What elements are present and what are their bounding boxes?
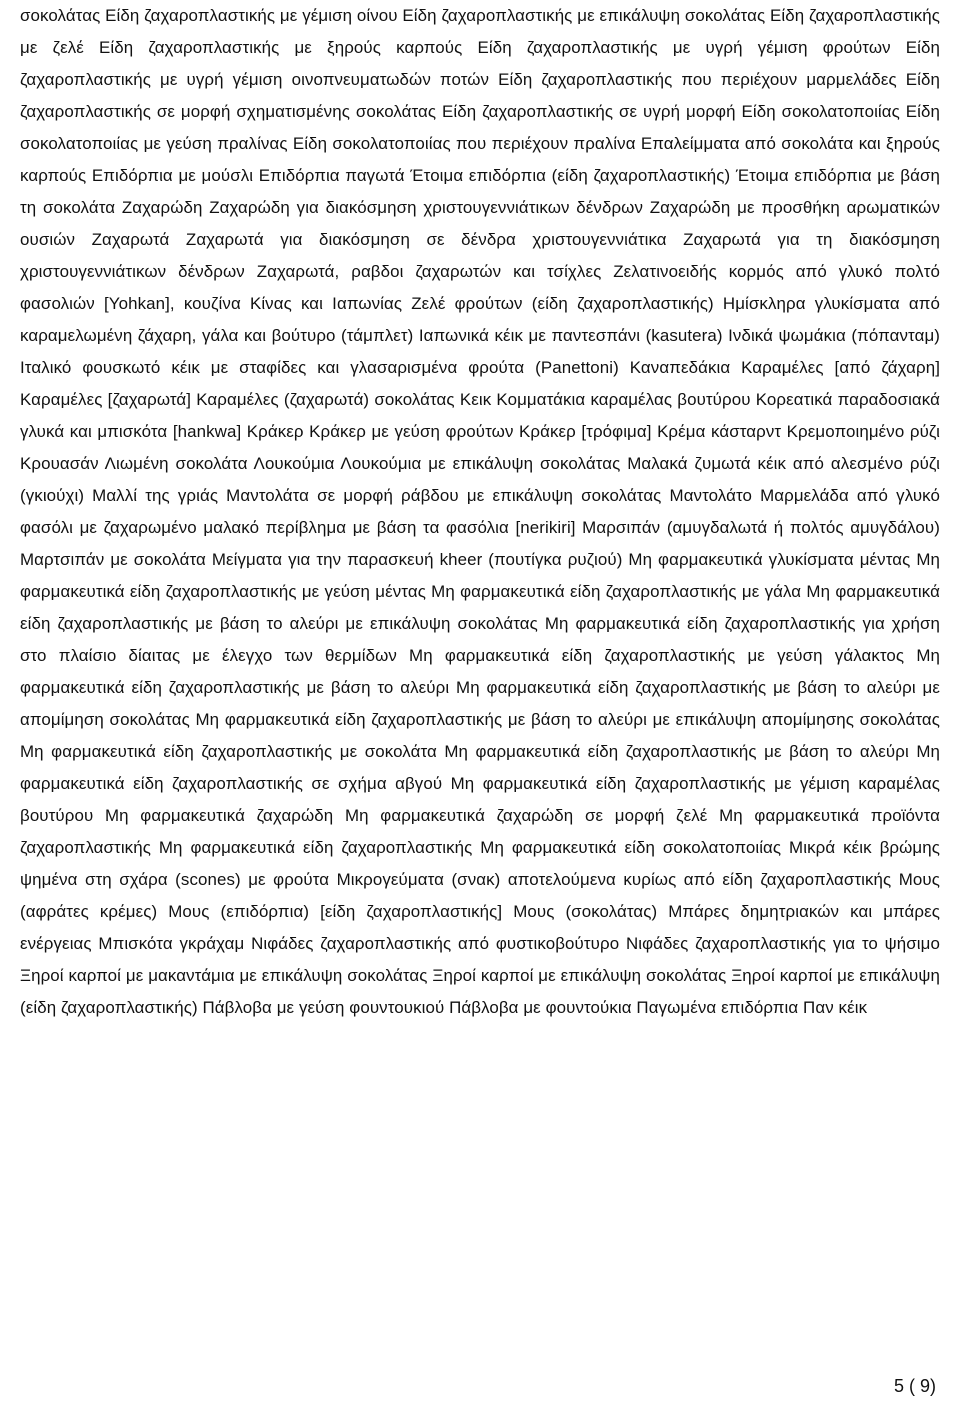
- body-text: σοκολάτας Είδη ζαχαροπλαστικής με γέμιση οίνου Είδη ζαχαροπλαστικής με επικάλυψη σοκολάτας Είδη ζαχαροπλαστικής με ζελέ Είδη ζαχαροπλαστικής με ξηρούς καρπούς Είδη ζαχαροπλαστικής με υγρή γέμιση φρούτων Είδη ζαχαροπλαστικής με υγρή γέμιση οινοπνευματωδών ποτών Είδη ζαχαροπλαστικής που περιέχουν μαρμελάδες Είδη ζαχαροπλαστικής σε μορφή σχηματισμένης σοκολάτας Είδη ζαχαροπλαστικής σε υγρή μορφή Είδη σοκολατοποιίας Είδη σοκολατοποιίας με γεύση πραλίνας Είδη σοκολατοποιίας που περιέχουν πραλίνα Επαλείμματα από σοκολάτα και ξηρούς καρπούς Επιδόρπια με μούσλι Επιδόρπια παγωτά Έτοιμα επιδόρπια (είδη ζαχαροπλαστικής) Έτοιμα επιδόρπια με βάση τη σοκολάτα Ζαχαρώδη Ζαχαρώδη για διακόσμηση χριστουγεννιάτικων δένδρων Ζαχαρώδη με προσθήκη αρωματικών ουσιών Ζαχαρωτά Ζαχαρωτά για διακόσμηση σε δένδρα χριστουγεννιάτικα Ζαχαρωτά για τη διακόσμηση χριστουγεννιάτικων δένδρων Ζαχαρωτά, ραβδοι ζαχαρωτών και τσίχλες Ζελατινοειδής κορμός από γλυκό πολτό φασολιών [Yohkan], κουζίνα Κίνας και Ιαπωνίας Ζελέ φρούτων (είδη ζαχαροπλαστικής) Ημίσκληρα γλυκίσματα από καραμελωμένη ζάχαρη, γάλα και βούτυρο (τάμπλετ) Ιαπωνικά κέικ με παντεσπάνι (kasutera) Ινδικά ψωμάκια (πόπανταμ) Ιταλικό φουσκωτό κέικ με σταφίδες και γλασαρισμένα φρούτα (Panettoni) Καναπεδάκια Καραμέλες [από ζάχαρη] Καραμέλες [ζαχαρωτά] Καραμέλες (ζαχαρωτά) σοκολάτας Κεικ Κομματάκια καραμέλας βουτύρου Κορεατικά παραδοσιακά γλυκά και μπισκότα [hankwa] Κράκερ Κράκερ με γεύση φρούτων Κράκερ [τρόφιμα] Κρέμα κάσταρντ Κρεμοποιημένο ρύζι Κρουασάν Λιωμένη σοκολάτα Λουκούμια Λουκούμια με επικάλυψη σοκολάτας Μαλακά ζυμωτά κέικ από αλεσμένο ρύζι (γκιούχι) Μαλλί της γριάς Μαντολάτα σε μορφή ράβδου με επικάλυψη σοκολάτας Μαντολάτο Μαρμελάδα από γλυκό φασόλι με ζαχαρωμένο μαλακό περίβλημα με βάση τα φασόλια [nerikiri] Μαρσιπάν (αμυγδαλωτά ή πολτός αμυγδάλου) Μαρτσιπάν με σοκολάτα Μείγματα για την παρασκευή kheer (πουτίγκα ρυζιού) Μη φαρμακευτικά γλυκίσματα μέντας Μη φαρμακευτικά είδη ζαχαροπλαστικής με γεύση μέντας Μη φαρμακευτικά είδη ζαχαροπλαστικής με γάλα Μη φαρμακευτικά είδη ζαχαροπλαστικής με βάση το αλεύρι με επικάλυψη σοκολάτας Μη φαρμακευτικά είδη ζαχαροπλαστικής για χρήση στο πλαίσιο δίαιτας με έλεγχο των θερμίδων Μη φαρμακευτικά είδη ζαχαροπλαστικής με γεύση γάλακτος Μη φαρμακευτικά είδη ζαχαροπλαστικής με βάση το αλεύρι Μη φαρμακευτικά είδη ζαχαροπλαστικής με βάση το αλεύρι με απομίμηση σοκολάτας Μη φαρμακευτικά είδη ζαχαροπλαστικής με βάση το αλεύρι με επικάλυψη απομίμησης σοκολάτας Μη φαρμακευτικά είδη ζαχαροπλαστικής με σοκολάτα Μη φαρμακευτικά είδη ζαχαροπλαστικής με βάση το αλεύρι Μη φαρμακευτικά είδη ζαχαροπλαστικής σε σχήμα αβγού Μη φαρμακευτικά είδη ζαχαροπλαστικής με γέμιση καραμέλας βουτύρου Μη φαρμακευτικά ζαχαρώδη Μη φαρμακευτικά ζαχαρώδη σε μορφή ζελέ Μη φαρμακευτικά προϊόντα ζαχαροπλαστικής Μη φαρμακευτικά είδη ζαχαροπλαστικής Μη φαρμακευτικά είδη σοκολατοποιίας Μικρά κέικ βρώμης ψημένα στη σχάρα (scones) με φρούτα Μικρογεύματα (σνακ) αποτελούμενα κυρίως από είδη ζαχαροπλαστικής Μους (αφράτες κρέμες) Μους (επιδόρπια) [είδη ζαχαροπλαστικής] Μους (σοκολάτας) Μπάρες δημητριακών και μπάρες ενέργειας Μπισκότα γκράχαμ Νιφάδες ζαχαροπλαστικής από φυστικοβούτυρο Νιφάδες ζαχαροπλαστικής για το ψήσιμο Ξηροί καρποί με μακαντάμια με επικάλυψη σοκολάτας Ξηροί καρποί με επικάλυψη σοκολάτας Ξηροί καρποί με επικάλυψη (είδη ζαχαροπλαστικής) Πάβλοβα με γεύση φουντουκιού Πάβλοβα με φουντούκια Παγωμένα επιδόρπια Παν κέικ: [20, 6, 940, 1017]
- page-number: 5 ( 9): [893, 1376, 936, 1396]
